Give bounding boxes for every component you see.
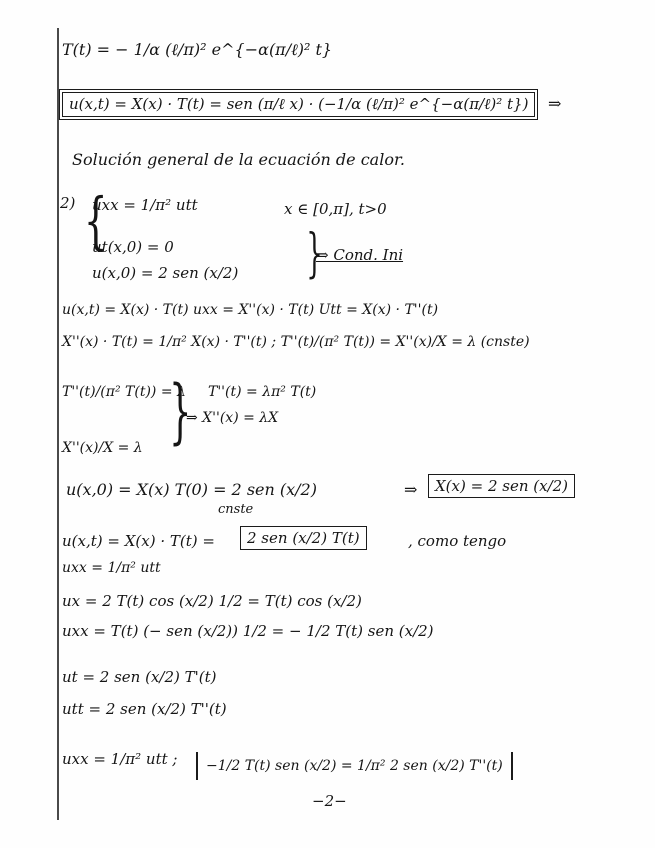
initial-condition-applied: u(x,0) = X(x) T(0) = 2 sen (x/2) — [66, 480, 317, 499]
ratio-T-lambda: T''(t)/(π² T(t)) = λ — [62, 384, 186, 400]
general-solution-text: Solución general de la ecuación de calor. — [72, 150, 405, 169]
initial-velocity-condition: ut(x,0) = 0 — [92, 238, 174, 256]
initial-position-condition: u(x,0) = 2 sen (x/2) — [92, 264, 239, 282]
X-solution-boxed: X(x) = 2 sen (x/2) — [428, 474, 575, 498]
u-candidate-boxed: 2 sen (x/2) T(t) — [240, 526, 367, 550]
initial-conditions-label: ⇒ Cond. Ini — [316, 246, 404, 264]
separation-line: u(x,t) = X(x) · T(t) uxx = X''(x) · T(t) Utt = X(x) · T''(t) — [62, 302, 439, 318]
utt-derivative: utt = 2 sen (x/2) T''(t) — [62, 700, 227, 718]
pde-equation: uxx = 1/π² utt — [92, 196, 198, 214]
equation-u-boxed: u(x,t) = X(x) · T(t) = sen (π/ℓ x) · (−1/α (ℓ/π)² e^{−α(π/ℓ)² t}) — [62, 92, 535, 117]
T-ode: T''(t) = λπ² T(t) — [208, 384, 317, 400]
page-number: −2− — [312, 792, 347, 810]
implies-arrow-1: ⇒ — [548, 94, 562, 113]
left-brace: { — [83, 184, 108, 257]
margin-line — [57, 28, 59, 820]
ut-derivative: ut = 2 sen (x/2) T'(t) — [62, 668, 217, 686]
implies-arrow-2: ⇒ — [404, 480, 418, 499]
problem-number: 2) — [60, 194, 76, 212]
constant-note: cnste — [218, 502, 254, 517]
lambda-brace: } — [169, 370, 192, 452]
X-ode: ⇒ X''(x) = λX — [186, 410, 279, 426]
uxx-derivative: uxx = T(t) (− sen (x/2)) 1/2 = − 1/2 T(t) sen (x/2) — [62, 622, 434, 640]
separation-ratio-line: X''(x) · T(t) = 1/π² X(x) · T''(t) ; T''(t)/(π² T(t)) = X''(x)/X = λ (cnste) — [62, 334, 530, 350]
como-tengo-text: , como tengo — [408, 532, 507, 550]
ratio-X-lambda: X''(x)/X = λ — [62, 440, 143, 456]
pde-reminder: uxx = 1/π² utt — [62, 560, 161, 576]
equation-T: T(t) = − 1/α (ℓ/π)² e^{−α(π/ℓ)² t} — [62, 40, 333, 59]
ux-derivative: ux = 2 T(t) cos (x/2) 1/2 = T(t) cos (x/2) — [62, 592, 362, 610]
domain-condition: x ∈ [0,π], t>0 — [284, 200, 387, 218]
u-product: u(x,t) = X(x) · T(t) = — [62, 532, 215, 550]
substitution-bracketed: −1/2 T(t) sen (x/2) = 1/π² 2 sen (x/2) T''(t) — [196, 752, 513, 780]
pde-substitution-label: uxx = 1/π² utt ; — [62, 750, 178, 768]
right-brace: } — [306, 224, 323, 284]
